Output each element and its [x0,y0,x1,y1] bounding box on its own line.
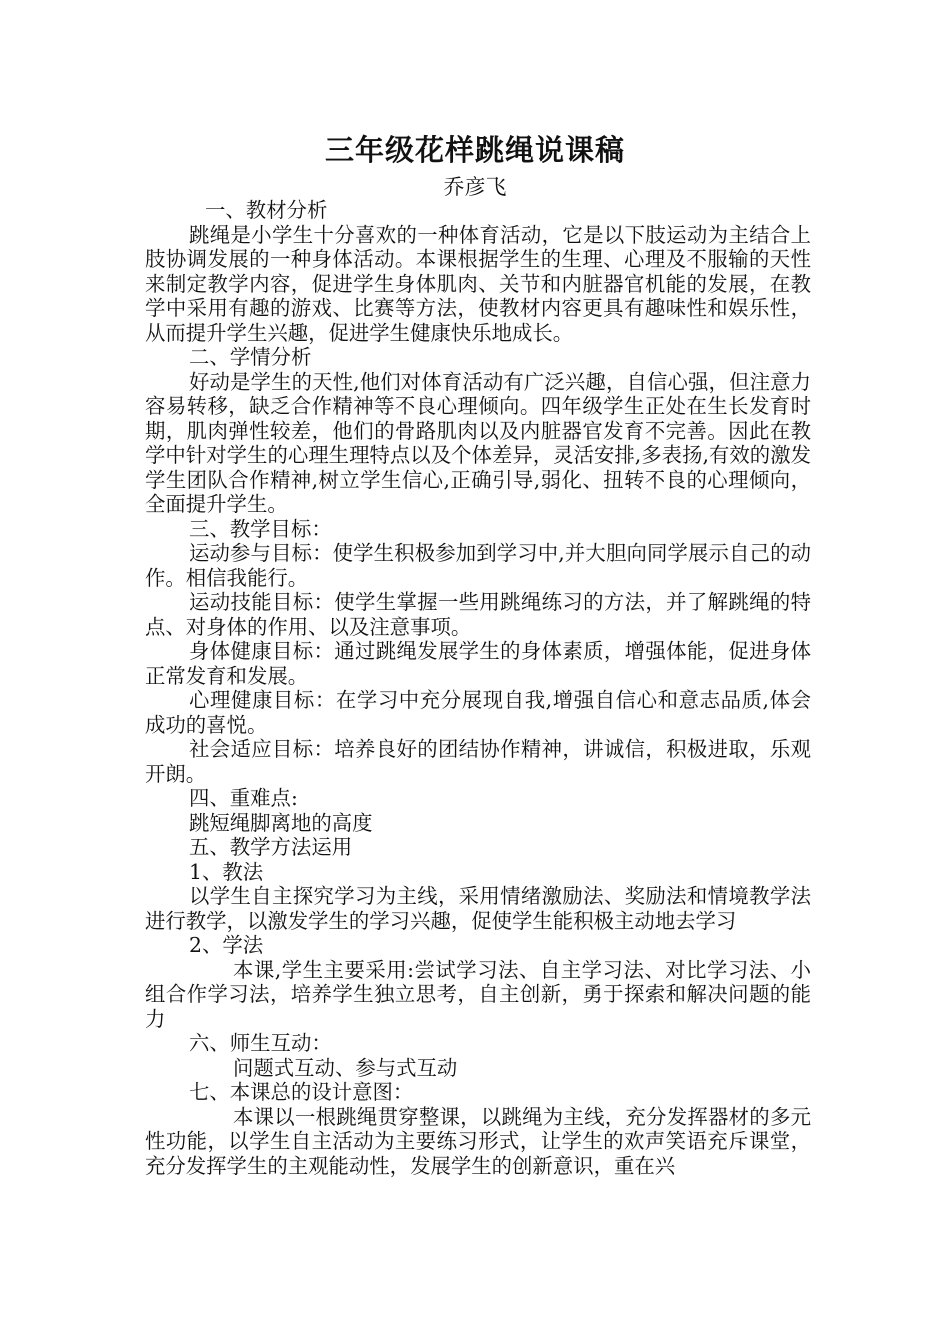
teaching-method-text: 以学生自主探究学习为主线，采用情绪激励法、奖励法和情境教学法进行教学，以激发学生的学习兴趣，促使学生能积极主动地去学习 [145,884,811,933]
document-title: 三年级花样跳绳说课稿 [324,133,625,167]
subheading-teaching-method: 1、教法 [189,859,264,884]
learning-method-text: 本课,学生主要采用:尝试学习法、自主学习法、对比学习法、小组合作学习法，培养学生独立思考，自主创新，勇于探索和解决问题的能力 [145,957,811,1031]
document-body [145,198,811,1178]
section-heading-2: 二、学情分析 [189,345,312,369]
document-author: 乔彦飞 [443,175,507,199]
section-heading-6: 六、师生互动： [189,1031,332,1055]
section-text-1: 跳绳是小学生十分喜欢的一种体育活动，它是以下肢运动为主结合上肢协调发展的一种身体活动。本课根据学生的生理、心理及不服输的天性来制定教学内容，促进学生身体肌肉、关节和内脏器官机能的发展，在教学中采用有趣的游戏、比赛等方法，使教材内容更具有趣味性和娱乐性，从而提升学生兴趣，促进学生健康快乐地成长。 [145,222,811,345]
section-heading-3: 三、教学目标： [189,516,332,541]
section-text-6: 问题式互动、参与式互动 [233,1055,458,1080]
goal-social-adaptation: 社会适应目标：培养良好的团结协作精神，讲诚信，积极进取，乐观开朗。 [145,737,811,786]
section-heading-4: 四、重难点: [189,786,298,810]
goal-participation: 运动参与目标：使学生积极参加到学习中,并大胆向同学展示自己的动作。相信我能行。 [145,541,811,590]
goal-mental-health: 心理健康目标：在学习中充分展现自我,增强自信心和意志品质,体会成功的喜悦。 [145,688,811,737]
section-text-7: 本课以一根跳绳贯穿整课，以跳绳为主线，充分发挥器材的多元性功能，以学生自主活动为主要练习形式，让学生的欢声笑语充斥课堂，充分发挥学生的主观能动性，发展学生的创新意识，重在兴 [145,1104,811,1178]
section-heading-1: 一、教材分析 [205,198,328,222]
subheading-learning-method: 2、学法 [189,933,264,957]
section-heading-5: 五、教学方法运用 [189,835,353,859]
goal-skill: 运动技能目标：使学生掌握一些用跳绳练习的方法，并了解跳绳的特点、对身体的作用、以及注意事项。 [145,590,811,639]
section-heading-7: 七、本课总的设计意图： [189,1080,414,1104]
goal-physical-health: 身体健康目标：通过跳绳发展学生的身体素质，增强体能，促进身体正常发育和发展。 [145,639,811,688]
section-text-4: 跳短绳脚离地的高度 [189,810,373,835]
section-text-2: 好动是学生的天性,他们对体育活动有广泛兴趣，自信心强，但注意力容易转移，缺乏合作精神等不良心理倾向。四年级学生正处在生长发育时期，肌肉弹性较差，他们的骨路肌肉以及内脏器官发育不完善。因此在教学中针对学生的心理生理特点以及个体差异，灵活安排,多表扬,有效的激发学生团队合作精神,树立学生信心,正确引导,弱化、扭转不良的心理倾向，全面提升学生。 [145,369,811,516]
